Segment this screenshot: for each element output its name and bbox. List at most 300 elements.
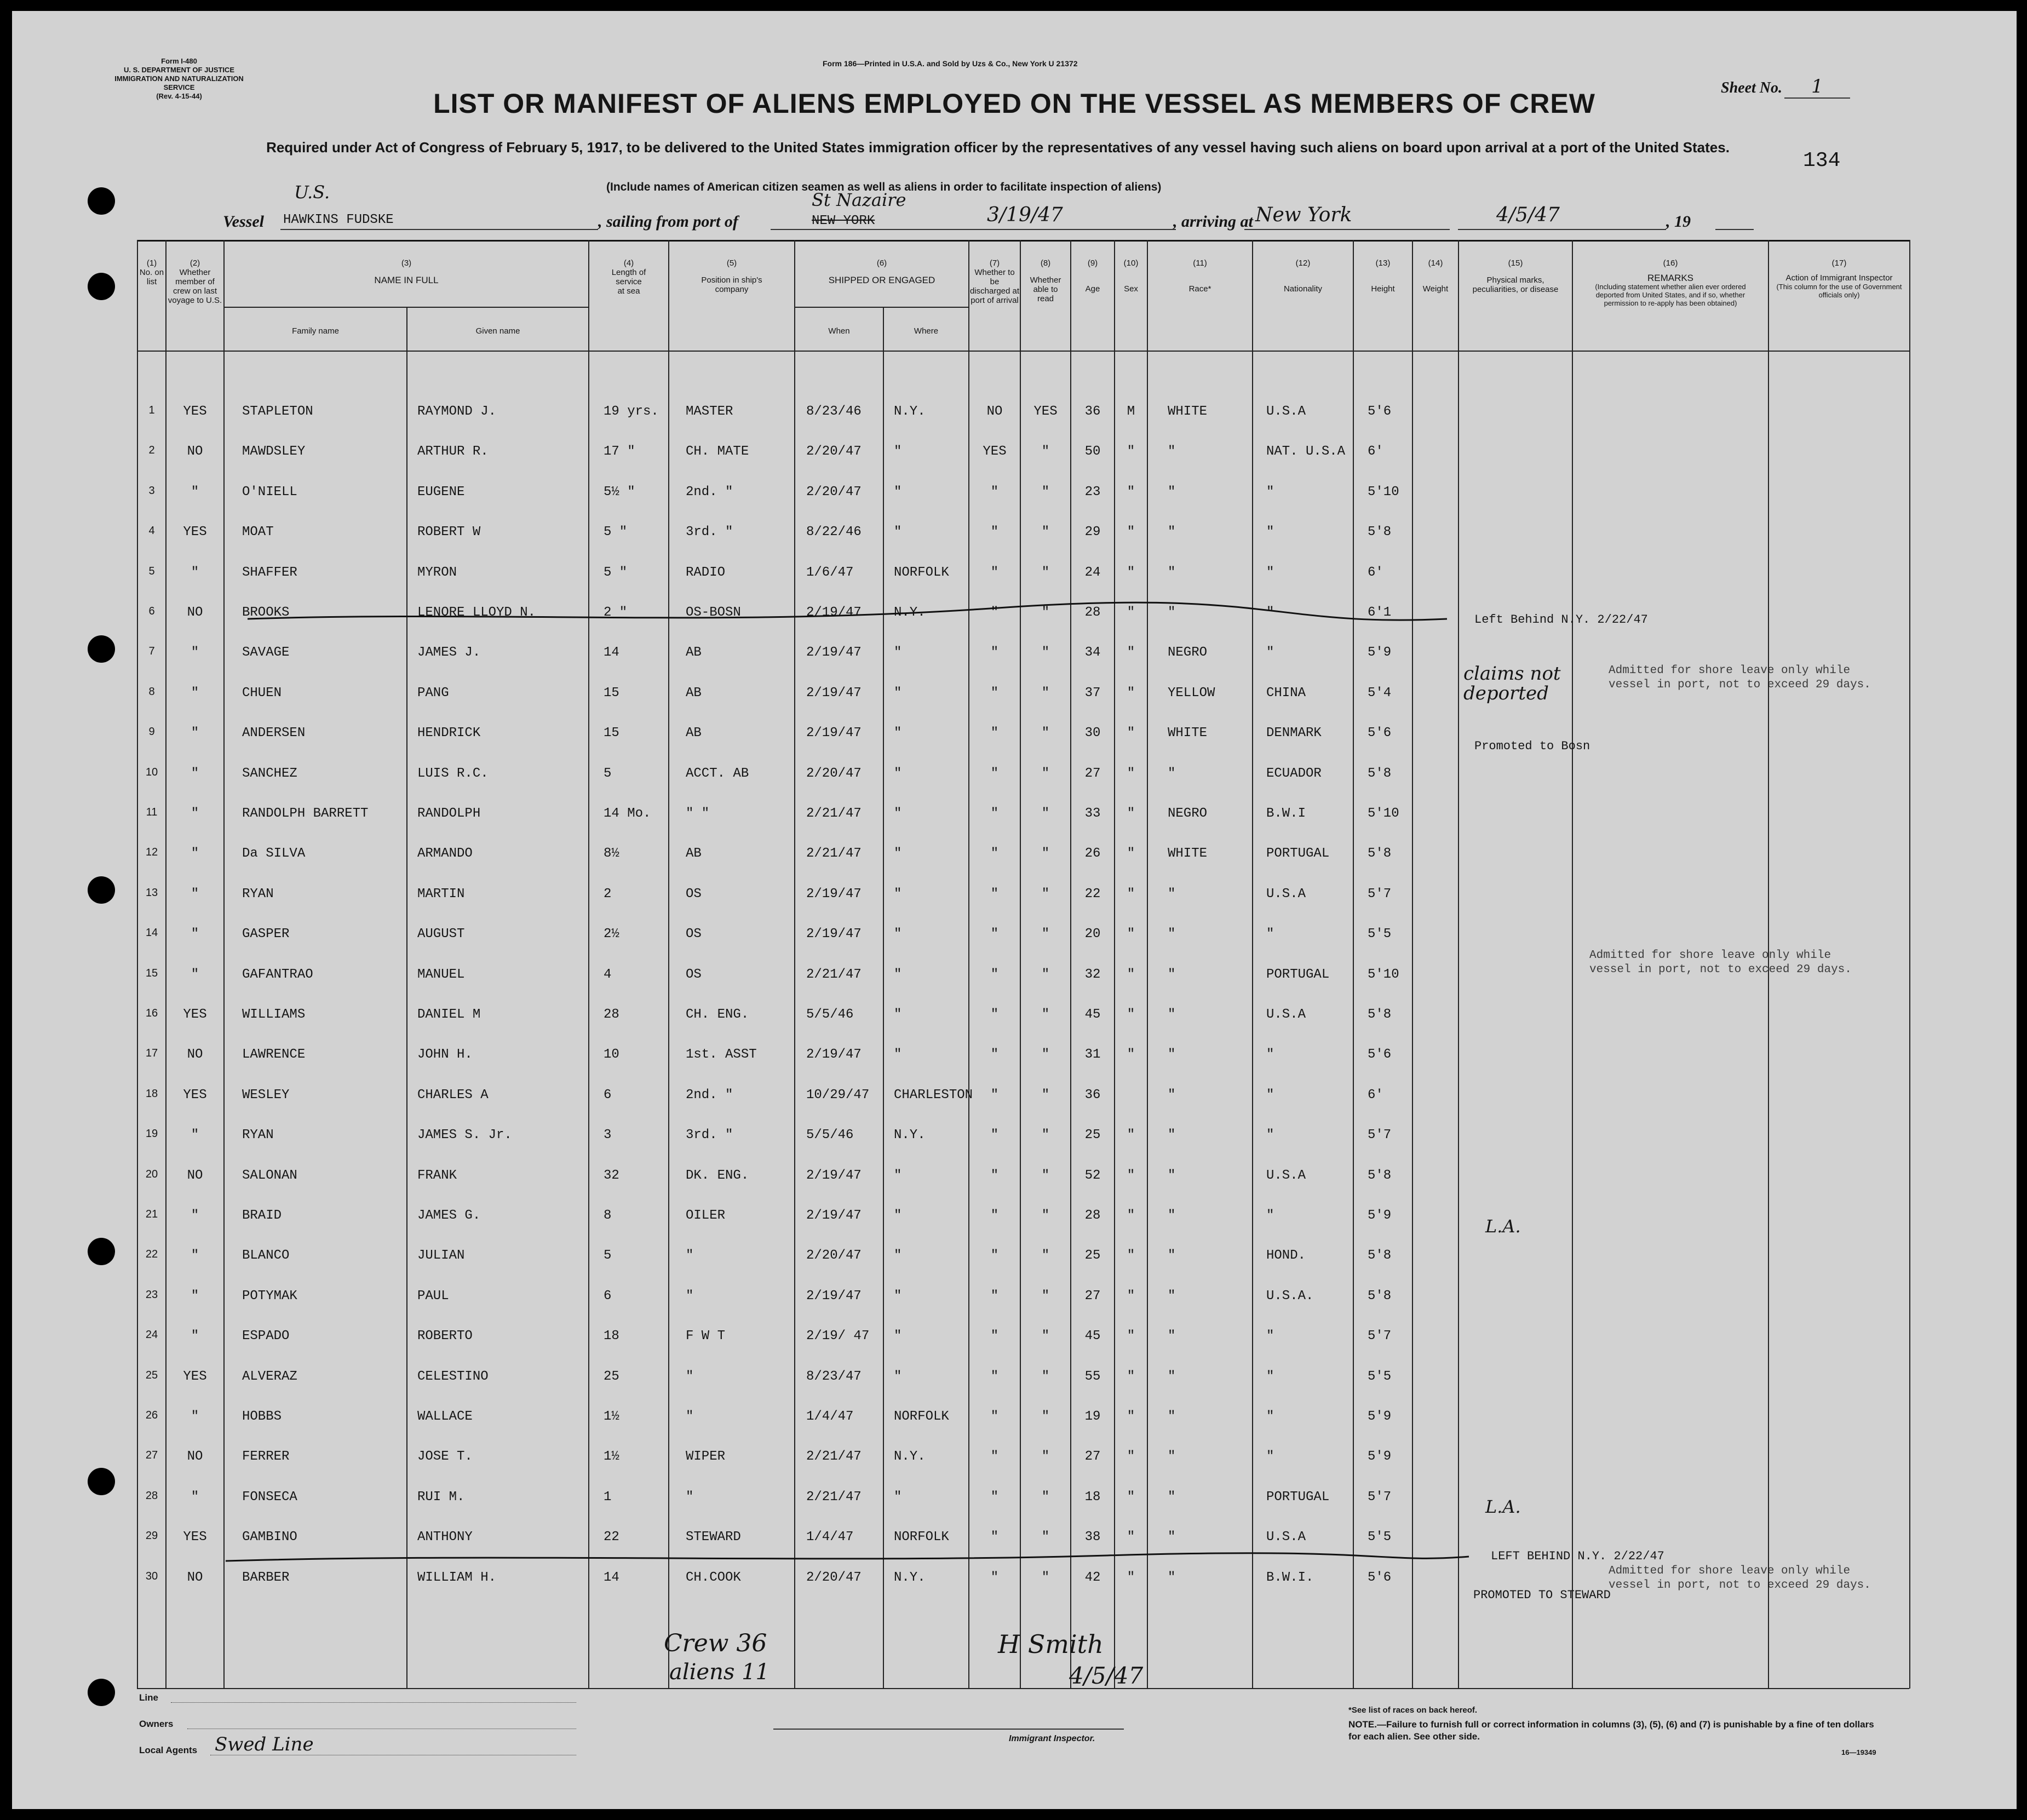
cell-height: 5'6 bbox=[1368, 1570, 1392, 1585]
cell-nat: B.W.I. bbox=[1266, 1570, 1314, 1585]
cell-prev: NO bbox=[187, 605, 203, 620]
cell-height: 5'8 bbox=[1368, 525, 1392, 539]
cell-no: 29 bbox=[145, 1530, 158, 1542]
remark-row-8-stamp: Admitted for shore leave only while vessel in port, not to exceed 29 days. bbox=[1609, 664, 1871, 691]
cell-prev: " bbox=[191, 806, 199, 821]
cell-no: 1 bbox=[148, 404, 155, 416]
cell-given: RANDOLPH bbox=[417, 806, 481, 821]
cell-read: " bbox=[1041, 1208, 1050, 1223]
cell-given: ROBERTO bbox=[417, 1329, 473, 1344]
penalty-note: NOTE.—Failure to furnish full or correct information in columns (3), (5), (6) and (7) is punishable by a fine of ten dollars for each alien. See other side. bbox=[1348, 1719, 1874, 1742]
cell-sex: " bbox=[1127, 1248, 1135, 1263]
col10-header: (10) Sex bbox=[1123, 259, 1139, 294]
cell-family: ESPADO bbox=[242, 1329, 290, 1344]
cell-read: " bbox=[1041, 1449, 1050, 1464]
cell-disch: " bbox=[990, 1530, 999, 1545]
cell-race: " bbox=[1168, 1409, 1176, 1424]
cell-position: OILER bbox=[686, 1208, 726, 1223]
cell-age: 33 bbox=[1084, 806, 1101, 821]
cell-position: AB bbox=[686, 645, 702, 660]
cell-service: 2 bbox=[604, 887, 612, 902]
cell-service: 10 bbox=[604, 1047, 619, 1062]
cell-sex: " bbox=[1127, 1128, 1135, 1142]
cell-position: RADIO bbox=[686, 565, 726, 580]
cell-disch: " bbox=[990, 1168, 999, 1183]
cell-family: FERRER bbox=[242, 1449, 290, 1464]
cell-nat: DENMARK bbox=[1266, 726, 1322, 740]
cell-sex: " bbox=[1127, 1168, 1135, 1183]
cell-service: 1½ bbox=[604, 1449, 619, 1464]
cell-height: 5'10 bbox=[1368, 967, 1399, 982]
cell-service: 19 yrs. bbox=[604, 404, 659, 419]
cell-age: 30 bbox=[1084, 726, 1101, 740]
cell-disch: " bbox=[990, 806, 999, 821]
cell-disch: " bbox=[990, 1409, 999, 1424]
cell-read: " bbox=[1041, 1007, 1050, 1022]
cell-when: 2/19/47 bbox=[806, 927, 862, 941]
cell-prev: " bbox=[191, 1289, 199, 1304]
cell-height: 5'8 bbox=[1368, 1248, 1392, 1263]
cell-service: 5 bbox=[604, 1248, 612, 1263]
cell-prev: " bbox=[191, 887, 199, 902]
cell-where: CHARLESTON bbox=[894, 1088, 973, 1103]
cell-family: MAWDSLEY bbox=[242, 444, 306, 459]
cell-prev: YES bbox=[183, 1088, 207, 1103]
cell-position: 3rd. " bbox=[686, 1128, 733, 1142]
cell-position: STEWARD bbox=[686, 1530, 741, 1545]
cell-position: 1st. ASST bbox=[686, 1047, 757, 1062]
cell-age: 27 bbox=[1084, 1449, 1101, 1464]
cell-given: RAYMOND J. bbox=[417, 404, 497, 419]
cell-read: " bbox=[1041, 485, 1050, 500]
cell-read: " bbox=[1041, 927, 1050, 941]
requirement-text: Required under Act of Congress of February 5, 1917, to be delivered to the United States immigration officer by the representatives of any vessel having such aliens on board upon arrival at a port of the United States. bbox=[266, 139, 1730, 156]
cell-service: 25 bbox=[604, 1369, 619, 1384]
cell-age: 32 bbox=[1084, 967, 1101, 982]
cell-when: 2/20/47 bbox=[806, 1570, 862, 1585]
cell-when: 2/21/47 bbox=[806, 1449, 862, 1464]
cell-nat: U.S.A bbox=[1266, 887, 1306, 902]
cell-disch: " bbox=[990, 565, 999, 580]
sailing-label: , sailing from port of bbox=[598, 213, 738, 231]
cell-disch: " bbox=[990, 605, 999, 620]
cell-sex: " bbox=[1127, 726, 1135, 740]
cell-position: F W T bbox=[686, 1329, 726, 1344]
cell-age: 50 bbox=[1084, 444, 1101, 459]
cell-no: 27 bbox=[145, 1449, 158, 1461]
cell-sex: " bbox=[1127, 1047, 1135, 1062]
cell-prev: NO bbox=[187, 1570, 203, 1585]
vessel-prefix: U.S. bbox=[294, 182, 330, 203]
cell-family: STAPLETON bbox=[242, 404, 313, 419]
cell-age: 25 bbox=[1084, 1248, 1101, 1263]
cell-given: ROBERT W bbox=[417, 525, 481, 539]
cell-race: WHITE bbox=[1168, 404, 1208, 419]
cell-read: " bbox=[1041, 1409, 1050, 1424]
cell-family: SHAFFER bbox=[242, 565, 297, 580]
cell-nat: PORTUGAL bbox=[1266, 1490, 1330, 1505]
cell-where: " bbox=[894, 927, 902, 941]
cell-service: 5½ " bbox=[604, 485, 635, 500]
cell-family: RYAN bbox=[242, 1128, 274, 1142]
cell-age: 27 bbox=[1084, 766, 1101, 781]
cell-service: 17 " bbox=[604, 444, 635, 459]
cell-age: 45 bbox=[1084, 1007, 1101, 1022]
cell-where: NORFOLK bbox=[894, 1409, 949, 1424]
cell-when: 2/19/47 bbox=[806, 1047, 862, 1062]
cell-service: 4 bbox=[604, 967, 612, 982]
cell-sex: " bbox=[1127, 605, 1135, 620]
cell-height: 5'6 bbox=[1368, 726, 1392, 740]
cell-disch: " bbox=[990, 1490, 999, 1505]
cell-prev: NO bbox=[187, 1047, 203, 1062]
cell-no: 18 bbox=[145, 1088, 158, 1100]
cell-height: 5'4 bbox=[1368, 686, 1392, 701]
cell-age: 45 bbox=[1084, 1329, 1101, 1344]
cell-race: " bbox=[1168, 1570, 1176, 1585]
cell-no: 15 bbox=[145, 967, 158, 979]
cell-height: 5'5 bbox=[1368, 1530, 1392, 1545]
cell-read: " bbox=[1041, 645, 1050, 660]
cell-given: LUIS R.C. bbox=[417, 766, 489, 781]
cell-nat: " bbox=[1266, 605, 1274, 620]
col8-header: (8) Whether able to read bbox=[1030, 259, 1061, 303]
cell-when: 2/21/47 bbox=[806, 967, 862, 982]
cell-service: 1½ bbox=[604, 1409, 619, 1424]
sheet-value: 1 bbox=[1784, 76, 1850, 99]
cell-no: 16 bbox=[145, 1007, 158, 1019]
cell-where: " bbox=[894, 1289, 902, 1304]
cell-when: 2/21/47 bbox=[806, 806, 862, 821]
col5-header: (5) Position in ship's company bbox=[701, 259, 762, 294]
cell-prev: " bbox=[191, 927, 199, 941]
cell-disch: " bbox=[990, 1369, 999, 1384]
cell-given: MARTIN bbox=[417, 887, 465, 902]
cell-where: " bbox=[894, 1168, 902, 1183]
cell-when: 1/4/47 bbox=[806, 1409, 854, 1424]
cell-prev: " bbox=[191, 846, 199, 861]
cell-family: MOAT bbox=[242, 525, 274, 539]
cell-race: " bbox=[1168, 1329, 1176, 1344]
cell-when: 2/20/47 bbox=[806, 766, 862, 781]
cell-prev: " bbox=[191, 565, 199, 580]
cell-nat: " bbox=[1266, 565, 1274, 580]
cell-when: 1/4/47 bbox=[806, 1530, 854, 1545]
cell-nat: ECUADOR bbox=[1266, 766, 1322, 781]
cell-read: " bbox=[1041, 605, 1050, 620]
cell-read: " bbox=[1041, 766, 1050, 781]
cell-sex: " bbox=[1127, 1490, 1135, 1505]
cell-height: 5'8 bbox=[1368, 1168, 1392, 1183]
line-label: Line bbox=[139, 1692, 158, 1703]
cell-prev: NO bbox=[187, 1449, 203, 1464]
cell-age: 22 bbox=[1084, 887, 1101, 902]
cell-race: " bbox=[1168, 1047, 1176, 1062]
cell-prev: " bbox=[191, 1409, 199, 1424]
cell-given: MANUEL bbox=[417, 967, 465, 982]
cell-read: " bbox=[1041, 525, 1050, 539]
cell-nat: " bbox=[1266, 1449, 1274, 1464]
sailing-port-typed: NEW YORK bbox=[812, 214, 875, 228]
cell-height: 5'8 bbox=[1368, 846, 1392, 861]
cell-read: " bbox=[1041, 1047, 1050, 1062]
cell-prev: " bbox=[191, 967, 199, 982]
cell-given: JAMES S. Jr. bbox=[417, 1128, 512, 1142]
col17-header: (17) Action of Immigrant Inspector (This column for the use of Government officials only) bbox=[1776, 259, 1902, 299]
cell-family: SAVAGE bbox=[242, 645, 290, 660]
cell-read: " bbox=[1041, 967, 1050, 982]
cell-age: 42 bbox=[1084, 1570, 1101, 1585]
cell-given: PAUL bbox=[417, 1289, 449, 1304]
cell-no: 4 bbox=[148, 525, 155, 537]
strike-line-row-6 bbox=[248, 602, 1447, 620]
cell-sex: " bbox=[1127, 846, 1135, 861]
col4-header: (4) Length of service at sea bbox=[611, 259, 646, 296]
cell-position: OS bbox=[686, 927, 702, 941]
cell-race: " bbox=[1168, 1369, 1176, 1384]
cell-disch: " bbox=[990, 726, 999, 740]
cell-service: 18 bbox=[604, 1329, 619, 1344]
cell-where: NORFOLK bbox=[894, 1530, 949, 1545]
cell-no: 8 bbox=[148, 686, 155, 698]
col15-header: (15) Physical marks, peculiarities, or disease bbox=[1472, 259, 1559, 294]
cell-age: 28 bbox=[1084, 605, 1101, 620]
col12-header: (12) Nationality bbox=[1283, 259, 1323, 294]
cell-disch: " bbox=[990, 1248, 999, 1263]
cell-prev: YES bbox=[183, 1369, 207, 1384]
cell-read: " bbox=[1041, 887, 1050, 902]
cell-nat: " bbox=[1266, 1208, 1274, 1223]
cell-height: 5'8 bbox=[1368, 766, 1392, 781]
cell-given: CHARLES A bbox=[417, 1088, 489, 1103]
cell-prev: " bbox=[191, 645, 199, 660]
cell-position: AB bbox=[686, 686, 702, 701]
cell-service: 1 bbox=[604, 1490, 612, 1505]
cell-nat: U.S.A bbox=[1266, 1007, 1306, 1022]
cell-position: AB bbox=[686, 726, 702, 740]
cell-disch: " bbox=[990, 1570, 999, 1585]
cell-position: ACCT. AB bbox=[686, 766, 749, 781]
cell-family: BRAID bbox=[242, 1208, 282, 1223]
cell-age: 24 bbox=[1084, 565, 1101, 580]
col11-header: (11) Race* bbox=[1188, 259, 1211, 294]
cell-no: 25 bbox=[145, 1369, 158, 1381]
cell-disch: " bbox=[990, 1047, 999, 1062]
cell-race: " bbox=[1168, 927, 1176, 941]
cell-when: 2/20/47 bbox=[806, 485, 862, 500]
cell-sex: " bbox=[1127, 525, 1135, 539]
cell-service: 32 bbox=[604, 1168, 619, 1183]
cell-family: CHUEN bbox=[242, 686, 282, 701]
col14-header: (14) Weight bbox=[1422, 259, 1449, 294]
cell-family: RYAN bbox=[242, 887, 274, 902]
cell-disch: " bbox=[990, 525, 999, 539]
line-underline bbox=[171, 1702, 576, 1703]
cell-prev: " bbox=[191, 1208, 199, 1223]
cell-given: CELESTINO bbox=[417, 1369, 489, 1384]
cell-read: " bbox=[1041, 806, 1050, 821]
cell-age: 19 bbox=[1084, 1409, 1101, 1424]
cell-when: 2/20/47 bbox=[806, 1248, 862, 1263]
cell-position: DK. ENG. bbox=[686, 1168, 749, 1183]
cell-no: 26 bbox=[145, 1409, 158, 1421]
cell-service: 5 bbox=[604, 766, 612, 781]
col16-header: (16) REMARKS (Including statement whether alien ever ordered deported from United States, and if so, whether permission to re-apply has been obtained) bbox=[1595, 259, 1746, 307]
cell-read: " bbox=[1041, 1289, 1050, 1304]
cell-no: 13 bbox=[145, 887, 158, 899]
cell-nat: " bbox=[1266, 927, 1274, 941]
cell-race: " bbox=[1168, 1168, 1176, 1183]
cell-no: 3 bbox=[148, 485, 155, 497]
cell-prev: " bbox=[191, 726, 199, 740]
cell-where: " bbox=[894, 766, 902, 781]
cell-race: " bbox=[1168, 605, 1176, 620]
cell-family: ANDERSEN bbox=[242, 726, 306, 740]
cell-position: " bbox=[686, 1369, 694, 1384]
cell-family: GAMBINO bbox=[242, 1530, 297, 1545]
col6-header: (6) SHIPPED OR ENGAGED bbox=[828, 259, 935, 285]
cell-service: 15 bbox=[604, 686, 619, 701]
cell-read: " bbox=[1041, 686, 1050, 701]
remark-row-8-hand: claims not deported bbox=[1463, 663, 1561, 704]
cell-race: " bbox=[1168, 1530, 1176, 1545]
cell-when: 2/19/47 bbox=[806, 1289, 862, 1304]
cell-family: WILLIAMS bbox=[242, 1007, 306, 1022]
cell-sex: " bbox=[1127, 1329, 1135, 1344]
cell-family: LAWRENCE bbox=[242, 1047, 306, 1062]
cell-no: 6 bbox=[148, 605, 155, 617]
signature-date: 4/5/47 bbox=[1069, 1662, 1144, 1689]
cell-given: ARMANDO bbox=[417, 846, 473, 861]
cell-where: " bbox=[894, 1369, 902, 1384]
cell-disch: " bbox=[990, 887, 999, 902]
cell-disch: " bbox=[990, 1449, 999, 1464]
cell-when: 2/19/ 47 bbox=[806, 1329, 870, 1344]
cell-race: " bbox=[1168, 1289, 1176, 1304]
cell-height: 5'8 bbox=[1368, 1007, 1392, 1022]
cell-height: 5'6 bbox=[1368, 404, 1392, 419]
cell-where: " bbox=[894, 1208, 902, 1223]
cell-height: 5'10 bbox=[1368, 485, 1399, 500]
cell-height: 6' bbox=[1368, 1088, 1383, 1103]
col9-header: (9) Age bbox=[1085, 259, 1100, 294]
cell-service: 2 " bbox=[604, 605, 628, 620]
cell-no: 17 bbox=[145, 1047, 158, 1059]
cell-when: 5/5/46 bbox=[806, 1007, 854, 1022]
cell-family: GASPER bbox=[242, 927, 290, 941]
cell-given: FRANK bbox=[417, 1168, 457, 1183]
cell-sex: " bbox=[1127, 565, 1135, 580]
cell-when: 2/19/47 bbox=[806, 645, 862, 660]
include-note: (Include names of American citizen seamen as well as aliens in order to facilitate inspection of aliens) bbox=[606, 181, 1162, 193]
cell-height: 5'6 bbox=[1368, 1047, 1392, 1062]
cell-position: 2nd. " bbox=[686, 485, 733, 500]
cell-age: 29 bbox=[1084, 525, 1101, 539]
cell-position: 2nd. " bbox=[686, 1088, 733, 1103]
cell-family: O'NIELL bbox=[242, 485, 297, 500]
cell-race: " bbox=[1168, 1490, 1176, 1505]
service: IMMIGRATION AND NATURALIZATION SERVICE bbox=[114, 74, 244, 91]
cell-sex: " bbox=[1127, 806, 1135, 821]
cell-when: 2/19/47 bbox=[806, 887, 862, 902]
cell-disch: " bbox=[990, 1208, 999, 1223]
cell-service: 3 bbox=[604, 1128, 612, 1142]
cell-height: 5'9 bbox=[1368, 1208, 1392, 1223]
cell-where: N.Y. bbox=[894, 404, 926, 419]
cell-disch: " bbox=[990, 846, 999, 861]
cell-when: 1/6/47 bbox=[806, 565, 854, 580]
cell-sex: M bbox=[1127, 404, 1135, 419]
cell-no: 28 bbox=[145, 1490, 158, 1502]
cell-given: WALLACE bbox=[417, 1409, 473, 1424]
cell-height: 5'5 bbox=[1368, 1369, 1392, 1384]
cell-read: " bbox=[1041, 726, 1050, 740]
cell-height: 5'9 bbox=[1368, 1409, 1392, 1424]
cell-position: " bbox=[686, 1490, 694, 1505]
cell-age: 36 bbox=[1084, 404, 1101, 419]
cell-nat: " bbox=[1266, 1047, 1274, 1062]
cell-when: 2/21/47 bbox=[806, 846, 862, 861]
cell-race: WHITE bbox=[1168, 846, 1208, 861]
cell-height: 5'7 bbox=[1368, 1329, 1392, 1344]
cell-where: " bbox=[894, 1047, 902, 1062]
cell-where: N.Y. bbox=[894, 1570, 926, 1585]
cell-where: " bbox=[894, 726, 902, 740]
arrival-date: 4/5/47 bbox=[1496, 204, 1560, 226]
cell-given: PANG bbox=[417, 686, 449, 701]
cell-where: N.Y. bbox=[894, 1449, 926, 1464]
inspector-line bbox=[773, 1729, 1124, 1730]
cell-nat: U.S.A bbox=[1266, 1168, 1306, 1183]
cell-position: CH. ENG. bbox=[686, 1007, 749, 1022]
cell-no: 2 bbox=[148, 444, 155, 456]
cell-sex: " bbox=[1127, 1208, 1135, 1223]
cell-age: 25 bbox=[1084, 1128, 1101, 1142]
cell-prev: NO bbox=[187, 444, 203, 459]
cell-nat: PORTUGAL bbox=[1266, 846, 1330, 861]
cell-age: 23 bbox=[1084, 485, 1101, 500]
cell-read: " bbox=[1041, 1088, 1050, 1103]
cell-nat: CHINA bbox=[1266, 686, 1306, 701]
cell-given: LENORE LLOYD N. bbox=[417, 605, 536, 620]
cell-prev: " bbox=[191, 686, 199, 701]
owners-label: Owners bbox=[139, 1719, 174, 1729]
col6-where-header: Where bbox=[914, 326, 939, 336]
cell-nat: " bbox=[1266, 525, 1274, 539]
col3-family-header: Family name bbox=[292, 326, 339, 336]
cell-prev: " bbox=[191, 1248, 199, 1263]
cell-age: 27 bbox=[1084, 1289, 1101, 1304]
cell-given: WILLIAM H. bbox=[417, 1570, 497, 1585]
cell-read: " bbox=[1041, 1369, 1050, 1384]
cell-given: RUI M. bbox=[417, 1490, 465, 1505]
strike-overlay bbox=[12, 11, 2017, 1809]
cell-height: 5'5 bbox=[1368, 927, 1392, 941]
cell-service: 14 bbox=[604, 645, 619, 660]
cell-nat: U.S.A bbox=[1266, 1530, 1306, 1545]
cell-height: 5'9 bbox=[1368, 645, 1392, 660]
cell-read: " bbox=[1041, 1530, 1050, 1545]
cell-race: " bbox=[1168, 1128, 1176, 1142]
cell-position: " bbox=[686, 1289, 694, 1304]
cell-when: 2/19/47 bbox=[806, 605, 862, 620]
cell-no: 24 bbox=[145, 1329, 158, 1341]
cell-height: 6'1 bbox=[1368, 605, 1392, 620]
cell-nat: " bbox=[1266, 645, 1274, 660]
cell-sex: " bbox=[1127, 887, 1135, 902]
cell-nat: " bbox=[1266, 1088, 1274, 1103]
cell-service: 22 bbox=[604, 1530, 619, 1545]
